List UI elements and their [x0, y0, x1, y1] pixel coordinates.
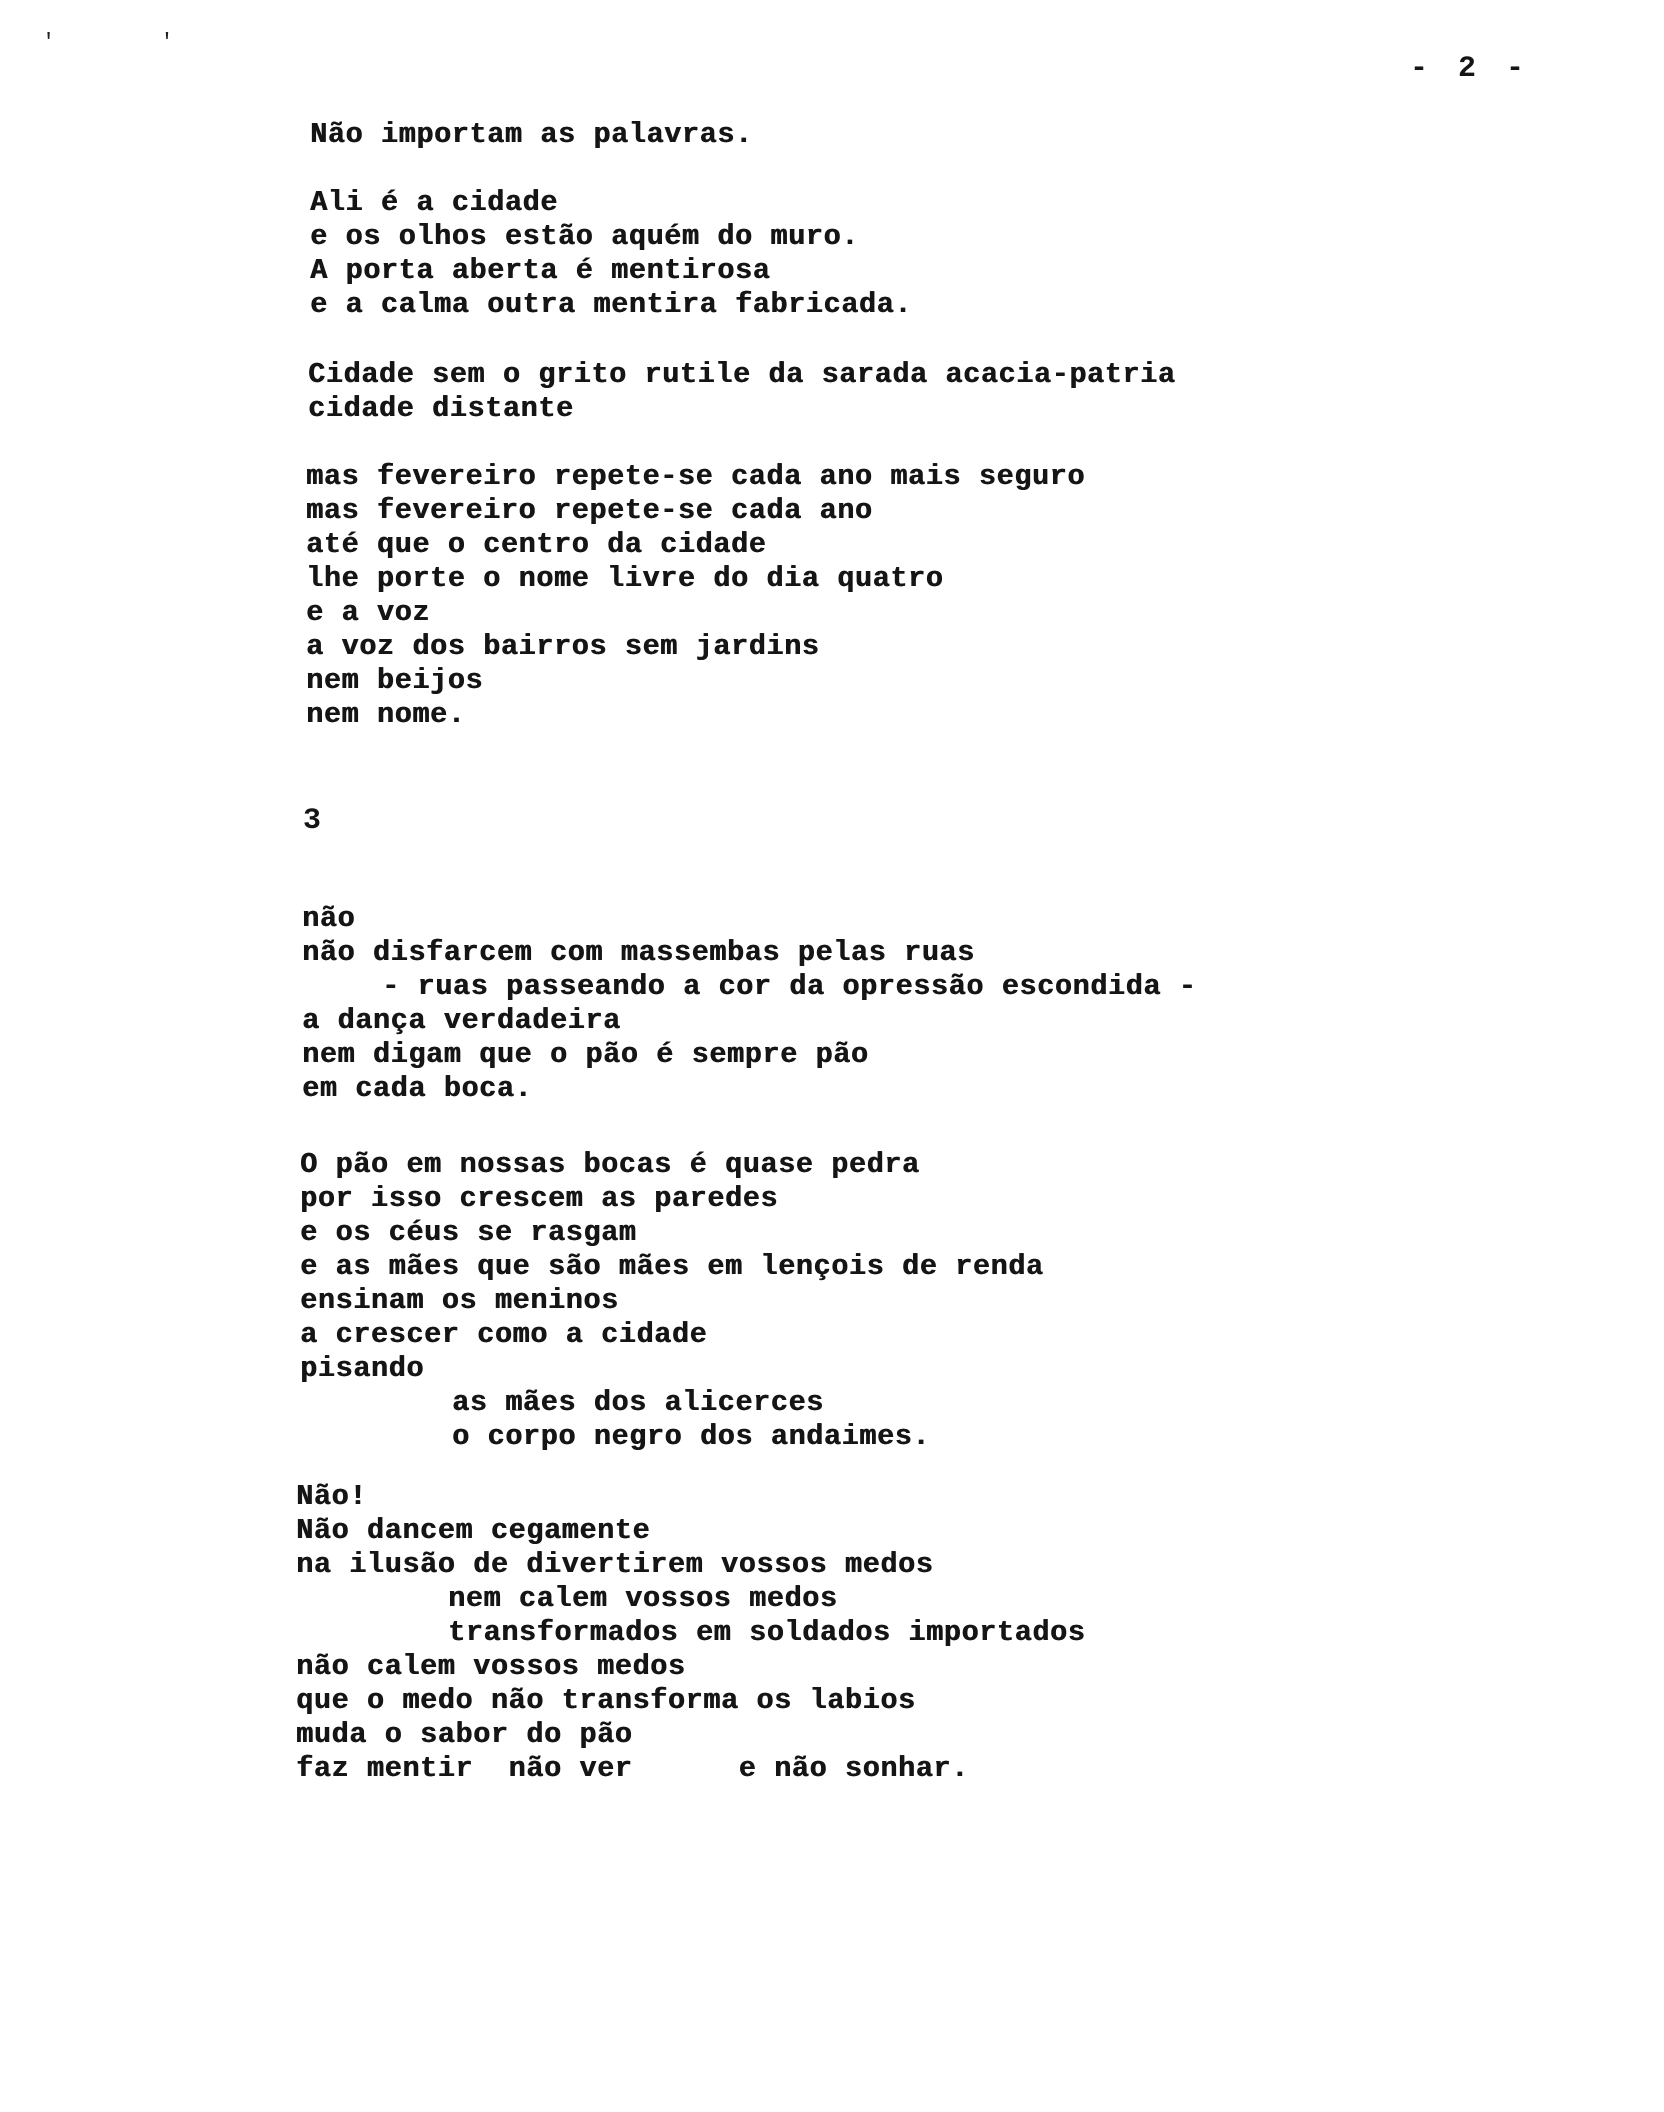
poem-line: lhe porte o nome livre do dia quatro — [306, 562, 944, 595]
stanza — [310, 118, 753, 152]
poem-line: Não! — [296, 1480, 367, 1513]
poem-line: não calem vossos medos — [296, 1650, 686, 1683]
poem-line: a dança verdadeira — [302, 1004, 621, 1037]
stanza — [310, 186, 912, 322]
poem-line: não disfarcem com massembas pelas ruas — [302, 936, 975, 969]
poem-line: e a voz — [306, 596, 430, 629]
poem-line: Não importam as palavras. — [310, 118, 753, 151]
stanza — [308, 358, 1175, 426]
page-number: - 2 - — [1410, 52, 1531, 86]
poem-line: por isso crescem as paredes — [300, 1182, 778, 1215]
poem-line: e a calma outra mentira fabricada. — [310, 288, 912, 321]
poem-line: a crescer como a cidade — [300, 1318, 708, 1351]
poem-line: Ali é a cidade — [310, 186, 558, 219]
poem-line: cidade distante — [308, 392, 574, 425]
poem-line: ensinam os meninos — [300, 1284, 619, 1317]
poem-line: nem calem vossos medos — [448, 1582, 838, 1615]
poem-line: nem nome. — [306, 698, 466, 731]
poem-line: em cada boca. — [302, 1072, 533, 1105]
poem-line: transformados em soldados importados — [448, 1616, 1086, 1649]
poem-line: e os céus se rasgam — [300, 1216, 637, 1249]
stanza — [296, 1480, 1085, 1786]
poem-line: pisando — [300, 1352, 424, 1385]
poem-line: nem digam que o pão é sempre pão — [302, 1038, 869, 1071]
poem-line: faz mentir não ver e não sonhar. — [296, 1752, 969, 1785]
section-number: 3 — [303, 804, 322, 838]
poem-line: e os olhos estão aquém do muro. — [310, 220, 859, 253]
poem-line: A porta aberta é mentirosa — [310, 254, 771, 287]
poem-line: e as mães que são mães em lençois de renda — [300, 1250, 1044, 1283]
poem-line: - ruas passeando a cor da opressão escondida - — [382, 970, 1197, 1003]
poem-line: nem beijos — [306, 664, 484, 697]
corner-marks: ' ' — [42, 30, 220, 55]
stanza — [306, 460, 1085, 732]
poem-line: mas fevereiro repete-se cada ano mais seguro — [306, 460, 1085, 493]
poem-line: mas fevereiro repete-se cada ano — [306, 494, 873, 527]
poem-line: muda o sabor do pão — [296, 1718, 633, 1751]
poem-line: não — [302, 902, 356, 935]
poem-line: Cidade sem o grito rutile da sarada acacia-patria — [308, 358, 1176, 391]
poem-line: Não dancem cegamente — [296, 1514, 651, 1547]
poem-line: que o medo não transforma os labios — [296, 1684, 916, 1717]
poem-line: as mães dos alicerces — [452, 1386, 824, 1419]
poem-line: até que o centro da cidade — [306, 528, 767, 561]
stanza — [302, 902, 1196, 1106]
poem-line: a voz dos bairros sem jardins — [306, 630, 820, 663]
poem-line: O pão em nossas bocas é quase pedra — [300, 1148, 920, 1181]
poem-line: o corpo negro dos andaimes. — [452, 1420, 930, 1453]
poem-line: na ilusão de divertirem vossos medos — [296, 1548, 934, 1581]
stanza — [300, 1148, 1044, 1454]
